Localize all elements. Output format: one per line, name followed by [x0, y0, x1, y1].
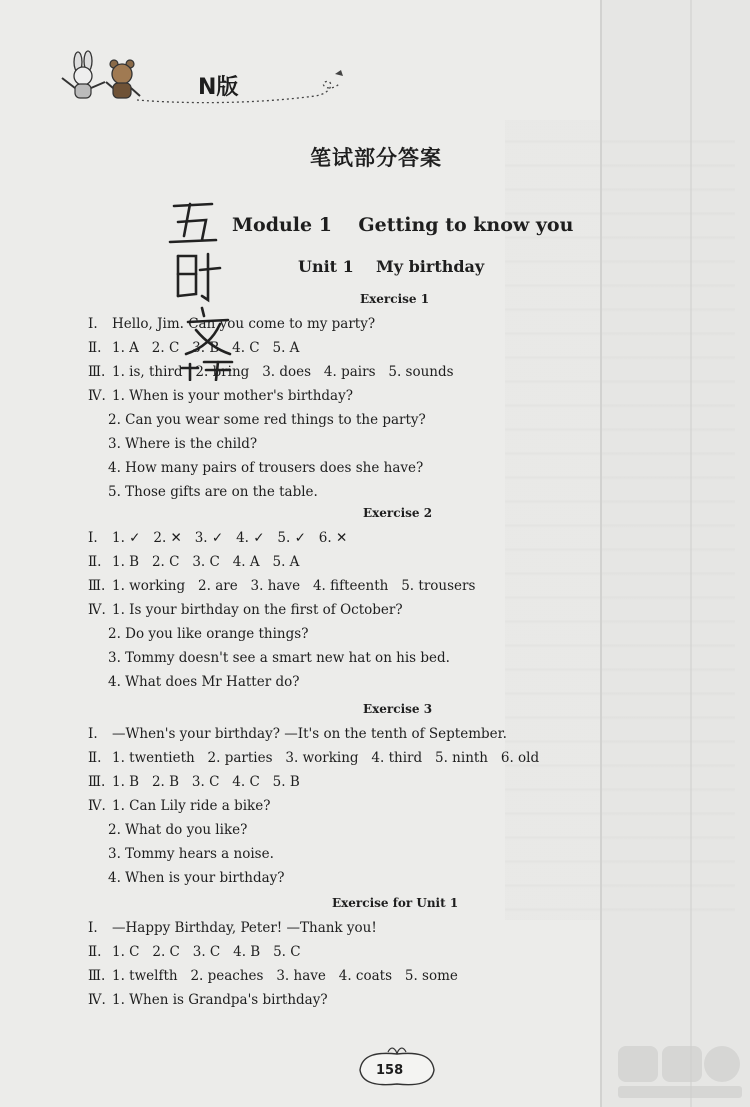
- section-number: Ⅰ.: [88, 530, 98, 546]
- answer-line: [88, 316, 375, 332]
- answer-line: [88, 578, 475, 594]
- answer-line: [108, 436, 257, 452]
- answer-line: [108, 822, 247, 838]
- answer-text: 1. twentieth 2. parties 3. working 4. third 5. ninth 6. old: [112, 750, 540, 766]
- answer-text: 2. What do you like?: [108, 822, 248, 838]
- answers-title: 笔试部分答案: [310, 146, 442, 170]
- answer-line: [88, 388, 353, 404]
- answer-text: 1. twelfth 2. peaches 3. have 4. coats 5. some: [112, 968, 458, 984]
- answer-text: —When's your birthday? —It's on the tenth of September.: [112, 726, 507, 742]
- answer-text: Hello, Jim. Can you come to my party?: [112, 316, 376, 332]
- section-number: Ⅳ.: [88, 992, 106, 1008]
- answer-text: 1. working 2. are 3. have 4. fifteenth 5. trousers: [112, 578, 476, 594]
- answer-line: [88, 750, 539, 766]
- answer-text: 1. C 2. C 3. C 4. B 5. C: [112, 944, 301, 960]
- section-number: Ⅱ.: [88, 750, 102, 766]
- answer-line: [88, 364, 454, 380]
- section-number: Ⅳ.: [88, 388, 106, 404]
- section-number: Ⅲ.: [88, 774, 106, 790]
- dotted-swirl-decoration-icon: [135, 66, 355, 106]
- answer-text: 4. What does Mr Hatter do?: [108, 674, 300, 690]
- answer-line: [108, 674, 299, 690]
- section-number: Ⅲ.: [88, 364, 106, 380]
- answer-line: [88, 992, 328, 1008]
- answer-line: [88, 798, 270, 814]
- answer-line: [88, 774, 300, 790]
- answer-line: [108, 870, 285, 886]
- answer-line: [108, 846, 274, 862]
- section-number: Ⅳ.: [88, 798, 106, 814]
- answer-text: 1. When is your mother's birthday?: [112, 388, 353, 404]
- answer-text: —Happy Birthday, Peter! —Thank you!: [112, 920, 377, 936]
- answer-text: 2. Do you like orange things?: [108, 626, 309, 642]
- unit-title: Unit 1 My birthday: [298, 257, 485, 276]
- answer-text: 1. A 2. C 3. B 4. C 5. A: [112, 340, 300, 356]
- page-number-badge: [352, 1046, 442, 1090]
- answer-line: [88, 968, 458, 984]
- answer-line: [88, 602, 403, 618]
- section-number: Ⅰ.: [88, 920, 98, 936]
- answer-line: [108, 484, 318, 500]
- site-watermark-logo: [612, 1042, 747, 1102]
- answer-text: 2. Can you wear some red things to the party?: [108, 412, 426, 428]
- exercise-heading: Exercise 2: [363, 506, 433, 520]
- exercise-heading: Exercise 3: [363, 702, 433, 716]
- answer-text: 4. How many pairs of trousers does she have?: [108, 460, 424, 476]
- section-number: Ⅲ.: [88, 578, 106, 594]
- answer-line: [88, 920, 377, 936]
- page-number: 158: [376, 1063, 404, 1078]
- answer-text: 3. Tommy hears a noise.: [108, 846, 274, 862]
- module-title: Module 1 Getting to know you: [232, 214, 574, 236]
- answer-line: [88, 944, 301, 960]
- exercise-heading: Exercise 1: [360, 292, 430, 306]
- bleed-through-area: [505, 120, 735, 920]
- answer-line: [88, 530, 347, 546]
- answer-line: [88, 340, 299, 356]
- answer-line: [88, 554, 299, 570]
- answer-line: [108, 412, 426, 428]
- page-fold-2: [690, 0, 692, 1107]
- answer-line: [108, 460, 423, 476]
- page-fold: [600, 0, 602, 1107]
- answer-line: [108, 650, 450, 666]
- section-number: Ⅱ.: [88, 554, 102, 570]
- answer-line: [108, 626, 308, 642]
- section-number: Ⅱ.: [88, 340, 102, 356]
- answer-text: 1. B 2. B 3. C 4. C 5. B: [112, 774, 300, 790]
- answer-line: [88, 726, 507, 742]
- answer-text: 1. is, third 2. bring 3. does 4. pairs 5. sounds: [112, 364, 454, 380]
- section-number: Ⅲ.: [88, 968, 106, 984]
- answer-text: 3. Where is the child?: [108, 436, 258, 452]
- answer-text: 1. B 2. C 3. C 4. A 5. A: [112, 554, 300, 570]
- answer-text: 1. When is Grandpa's birthday?: [112, 992, 328, 1008]
- answer-text: 1. Is your birthday on the first of October?: [112, 602, 403, 618]
- edition-label: N版: [198, 75, 239, 100]
- answer-text: 1. Can Lily ride a bike?: [112, 798, 271, 814]
- bear-rabbit-mascot-icon: [50, 48, 142, 104]
- section-number: Ⅰ.: [88, 316, 98, 332]
- answer-text: 5. Those gifts are on the table.: [108, 484, 318, 500]
- exercise-heading: Exercise for Unit 1: [332, 896, 459, 910]
- answer-text: 3. Tommy doesn't see a smart new hat on his bed.: [108, 650, 450, 666]
- answer-text: 1. ✓ 2. ✕ 3. ✓ 4. ✓ 5. ✓ 6. ✕: [112, 530, 348, 546]
- section-number: Ⅳ.: [88, 602, 106, 618]
- section-number: Ⅰ.: [88, 726, 98, 742]
- answer-text: 4. When is your birthday?: [108, 870, 285, 886]
- section-number: Ⅱ.: [88, 944, 102, 960]
